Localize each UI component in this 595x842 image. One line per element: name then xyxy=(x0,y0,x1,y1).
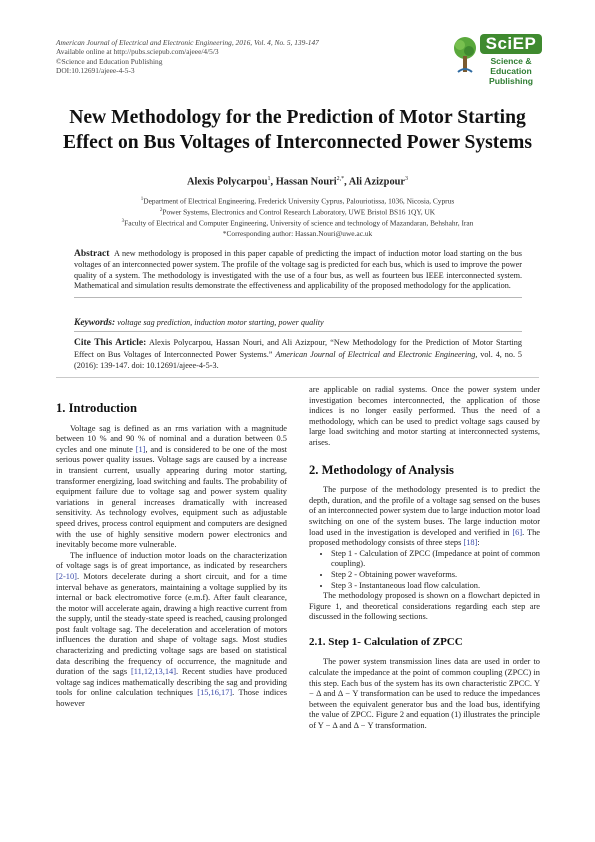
step-item: • Step 1 - Calculation of ZPCC (Impedance at point of common coupling). xyxy=(331,549,540,570)
citation-link[interactable]: [1] xyxy=(135,444,146,454)
intro-p1-text-a: Voltage sag is defined as an rms variation with a magnitude between 10 % and 90 % of nominal and a duration between 0.5 cycles and one minute xyxy=(56,423,287,454)
left-column xyxy=(56,403,287,710)
cite-label: Cite This Article: xyxy=(74,338,147,348)
keywords-label: Keywords: xyxy=(74,318,116,328)
keywords xyxy=(74,318,522,332)
intro-p2-text-d: . Those indices however xyxy=(56,688,287,709)
step-item: • Step 3 - Instantaneous load flow calculation. xyxy=(331,581,540,592)
logo-subtitle-line1: Science & Education xyxy=(490,56,532,76)
abstract xyxy=(74,249,522,298)
author-3-sup: 3 xyxy=(405,176,409,182)
journal-header xyxy=(56,38,319,75)
available-line[interactable]: Available online at http://pubs.sciepub.com/ajeee/4/5/3 xyxy=(56,47,219,57)
author-list: Alexis Polycarpou$^1$, Hassan Nouri$^{2,*}$, Ali Azizpour$^3$ xyxy=(186,176,409,188)
intro-paragraph-1 xyxy=(56,424,287,551)
journal-line: American Journal of Electrical and Electronic Engineering, 2016, Vol. 4, No. 5, 139-147 xyxy=(56,38,319,47)
abstract-label: Abstract xyxy=(74,249,110,259)
author-2-sup: 2,* xyxy=(336,176,345,182)
intro-p1-text-b: , and is considered to be one of the most serious power quality issues. Voltage sags are caused by a increase in transient current, usually appearing during motor starting, transformer energizing, load switching and faults. The probability of equipment failure due to voltage sag and power system quality variations in general increases dramatically with increased sensitivity. As technology evolves, equipment such as adjustable speed drives, process control equipment and computers are designed with the use of highly sensitive modern power electronics and inevitably become more vulnerable. xyxy=(56,444,287,550)
title-line-2: Effect on Bus Voltages of Interconnected Power Systems xyxy=(63,132,532,153)
methodology-heading: 2. Methodology of Analysis xyxy=(309,462,454,477)
cite-journal: American Journal of Electrical and Electronic Engineering xyxy=(275,350,476,359)
step1-paragraph-1: The power system transmission lines data are used in order to calculate the impedance at the point of common coupling (ZPCC) in this step. Each bus of the system has its own characteristic ZPCC. Y − Δ and Δ − Y transformation can be used to reduce the impedances between the equivalent generator bus and the load bus, identifying the value of ZPCC. Figure 2 and equation (1) illustrates the principle of Y − Δ and Δ − Y transformation. xyxy=(309,657,540,731)
author-1: Alexis Polycarpou xyxy=(186,176,268,188)
intro-p2-text-a: The influence of induction motor loads on the characterization of voltage sags is of great importance, as indicated by researchers xyxy=(56,550,287,571)
cite-text: Alexis Polycarpou, Hassan Nouri, and Ali Azizpour, “New Methodology for the Prediction of Motor Starting Effect on Bus Voltages of Interconnected Power Systems.” xyxy=(74,338,522,359)
affiliation-3-text: Faculty of Electrical and Computer Engineering, University of science and technology of Mazandaran, Behshahr, Iran xyxy=(124,218,474,228)
cite-tail: , vol. 4, no. 5 (2016): 139-147. doi: 10.12691/ajeee-4-5-3. xyxy=(74,350,522,370)
right-column xyxy=(309,385,540,732)
intro-paragraph-2 xyxy=(56,551,287,710)
affiliation-3 xyxy=(40,217,555,228)
author-1-sup: 1 xyxy=(267,176,271,182)
doi-line[interactable]: DOI:10.12691/ajeee-4-5-3 xyxy=(56,65,135,75)
step-item: • Step 2 - Obtaining power waveforms. xyxy=(331,570,540,581)
paper-title xyxy=(40,105,555,155)
affiliation-1 xyxy=(40,195,555,206)
method-p1-text-c: : xyxy=(477,538,480,548)
citation-link[interactable]: [15,16,17] xyxy=(197,688,233,698)
author-2: Hassan Nouri xyxy=(275,176,337,188)
publisher-logo[interactable] xyxy=(452,34,544,84)
citation-link[interactable]: [6] xyxy=(512,527,523,537)
methodology-paragraph-2: The methodology proposed is shown on a flowchart depicted in Figure 1, and theoretical considerations regarding each step are discussed in the following sections. xyxy=(309,591,540,622)
title-line-1: New Methodology for the Prediction of Motor Starting xyxy=(69,107,526,128)
copyright-line: ©Science and Education Publishing xyxy=(56,56,163,66)
affiliation-1-text: Department of Electrical Engineering, Frederick University Cyprus, Palouriotissa, 1036, Nicosia, Cyprus xyxy=(143,196,455,206)
corresponding-author[interactable]: *Corresponding author: Hassan.Nouri@uwe.ac.uk xyxy=(222,228,373,238)
affiliation-2 xyxy=(40,206,555,217)
method-p1-text-b: . The proposed methodology consists of three steps xyxy=(309,527,540,548)
citation-link[interactable]: [18] xyxy=(463,538,478,548)
affiliation-3-sup: 3 xyxy=(121,219,125,225)
abstract-text: A new methodology is proposed in this paper capable of predicting the impact of induction motor load starting on the bus voltages of an interconnected power system. The profile of the voltage sag is predicted for each bus, which is used to improve the power quality of a system. The methodology is investigated with the use of a four bus, as well as fourteen bus IEEE interconnected system. Mathematical and simulation results demonstrate the effectiveness and applicability of the proposed methodology for the application. xyxy=(74,249,522,291)
step1-heading: 2.1. Step 1- Calculation of ZPCC xyxy=(309,635,463,648)
logo-subtitle xyxy=(476,56,546,86)
steps-list xyxy=(309,549,540,591)
affiliation-2-sup: 2 xyxy=(159,208,163,214)
method-p1-text-a: The purpose of the methodology presented is to predict the depth, duration, and the profile of a voltage sag sensed on the buses of an interconnected power system due to large induction motor load switching on one of the system buses. The large induction motor load used in the investigation is developed and verified in xyxy=(309,485,540,537)
cite-this-article xyxy=(74,337,522,371)
logo-brand: SciEP xyxy=(480,34,542,54)
tree-logo-icon xyxy=(452,36,478,76)
divider xyxy=(56,377,539,378)
citation-link[interactable]: [11,12,13,14] xyxy=(130,667,177,677)
logo-subtitle-line2: Publishing xyxy=(489,76,533,86)
author-3: Ali Azizpour xyxy=(348,176,406,188)
intro-paragraph-3: are applicable on radial systems. Once the power system under investigation becomes interconnected, the application of those indices is no longer easily performed. Thus the need of a methodology, which can be used to predict voltage sags caused by large load switching and motor starting at interconnected systems, arises. xyxy=(309,385,540,447)
keywords-text: voltage sag prediction, induction motor starting, power quality xyxy=(117,318,324,327)
methodology-paragraph-1 xyxy=(309,485,540,549)
citation-link[interactable]: [2-10] xyxy=(56,571,77,581)
affiliation-1-sup: 1 xyxy=(140,197,144,202)
affiliations xyxy=(40,195,555,238)
intro-heading: 1. Introduction xyxy=(56,401,137,415)
intro-p2-text-c: . Recent studies have produced voltage sag indices mathematically describing the sag and providing tools for online calculation techniques xyxy=(56,667,287,698)
intro-p2-text-b: . Motors decelerate during a short circuit, and for a time interval behave as generators, maintaining a voltage supplied by its internal or back electromotive force (e.m.f). After fault clearance, the motor will accelerate again, drawing a high reactive current from the supply, until the steady-state speed is reached, causing prolonged post fault voltage sag. The deceleration and acceleration of motors influences the duration and shape of voltage sags. Most studies characterizing and predicting voltage sags are based on statistical data describing the frequency of occurrence, the magnitude and duration of the sags xyxy=(56,571,287,677)
affiliation-2-text: Power Systems, Electronics and Control Research Laboratory, UWE Bristol BS16 1QY, UK xyxy=(162,207,436,217)
